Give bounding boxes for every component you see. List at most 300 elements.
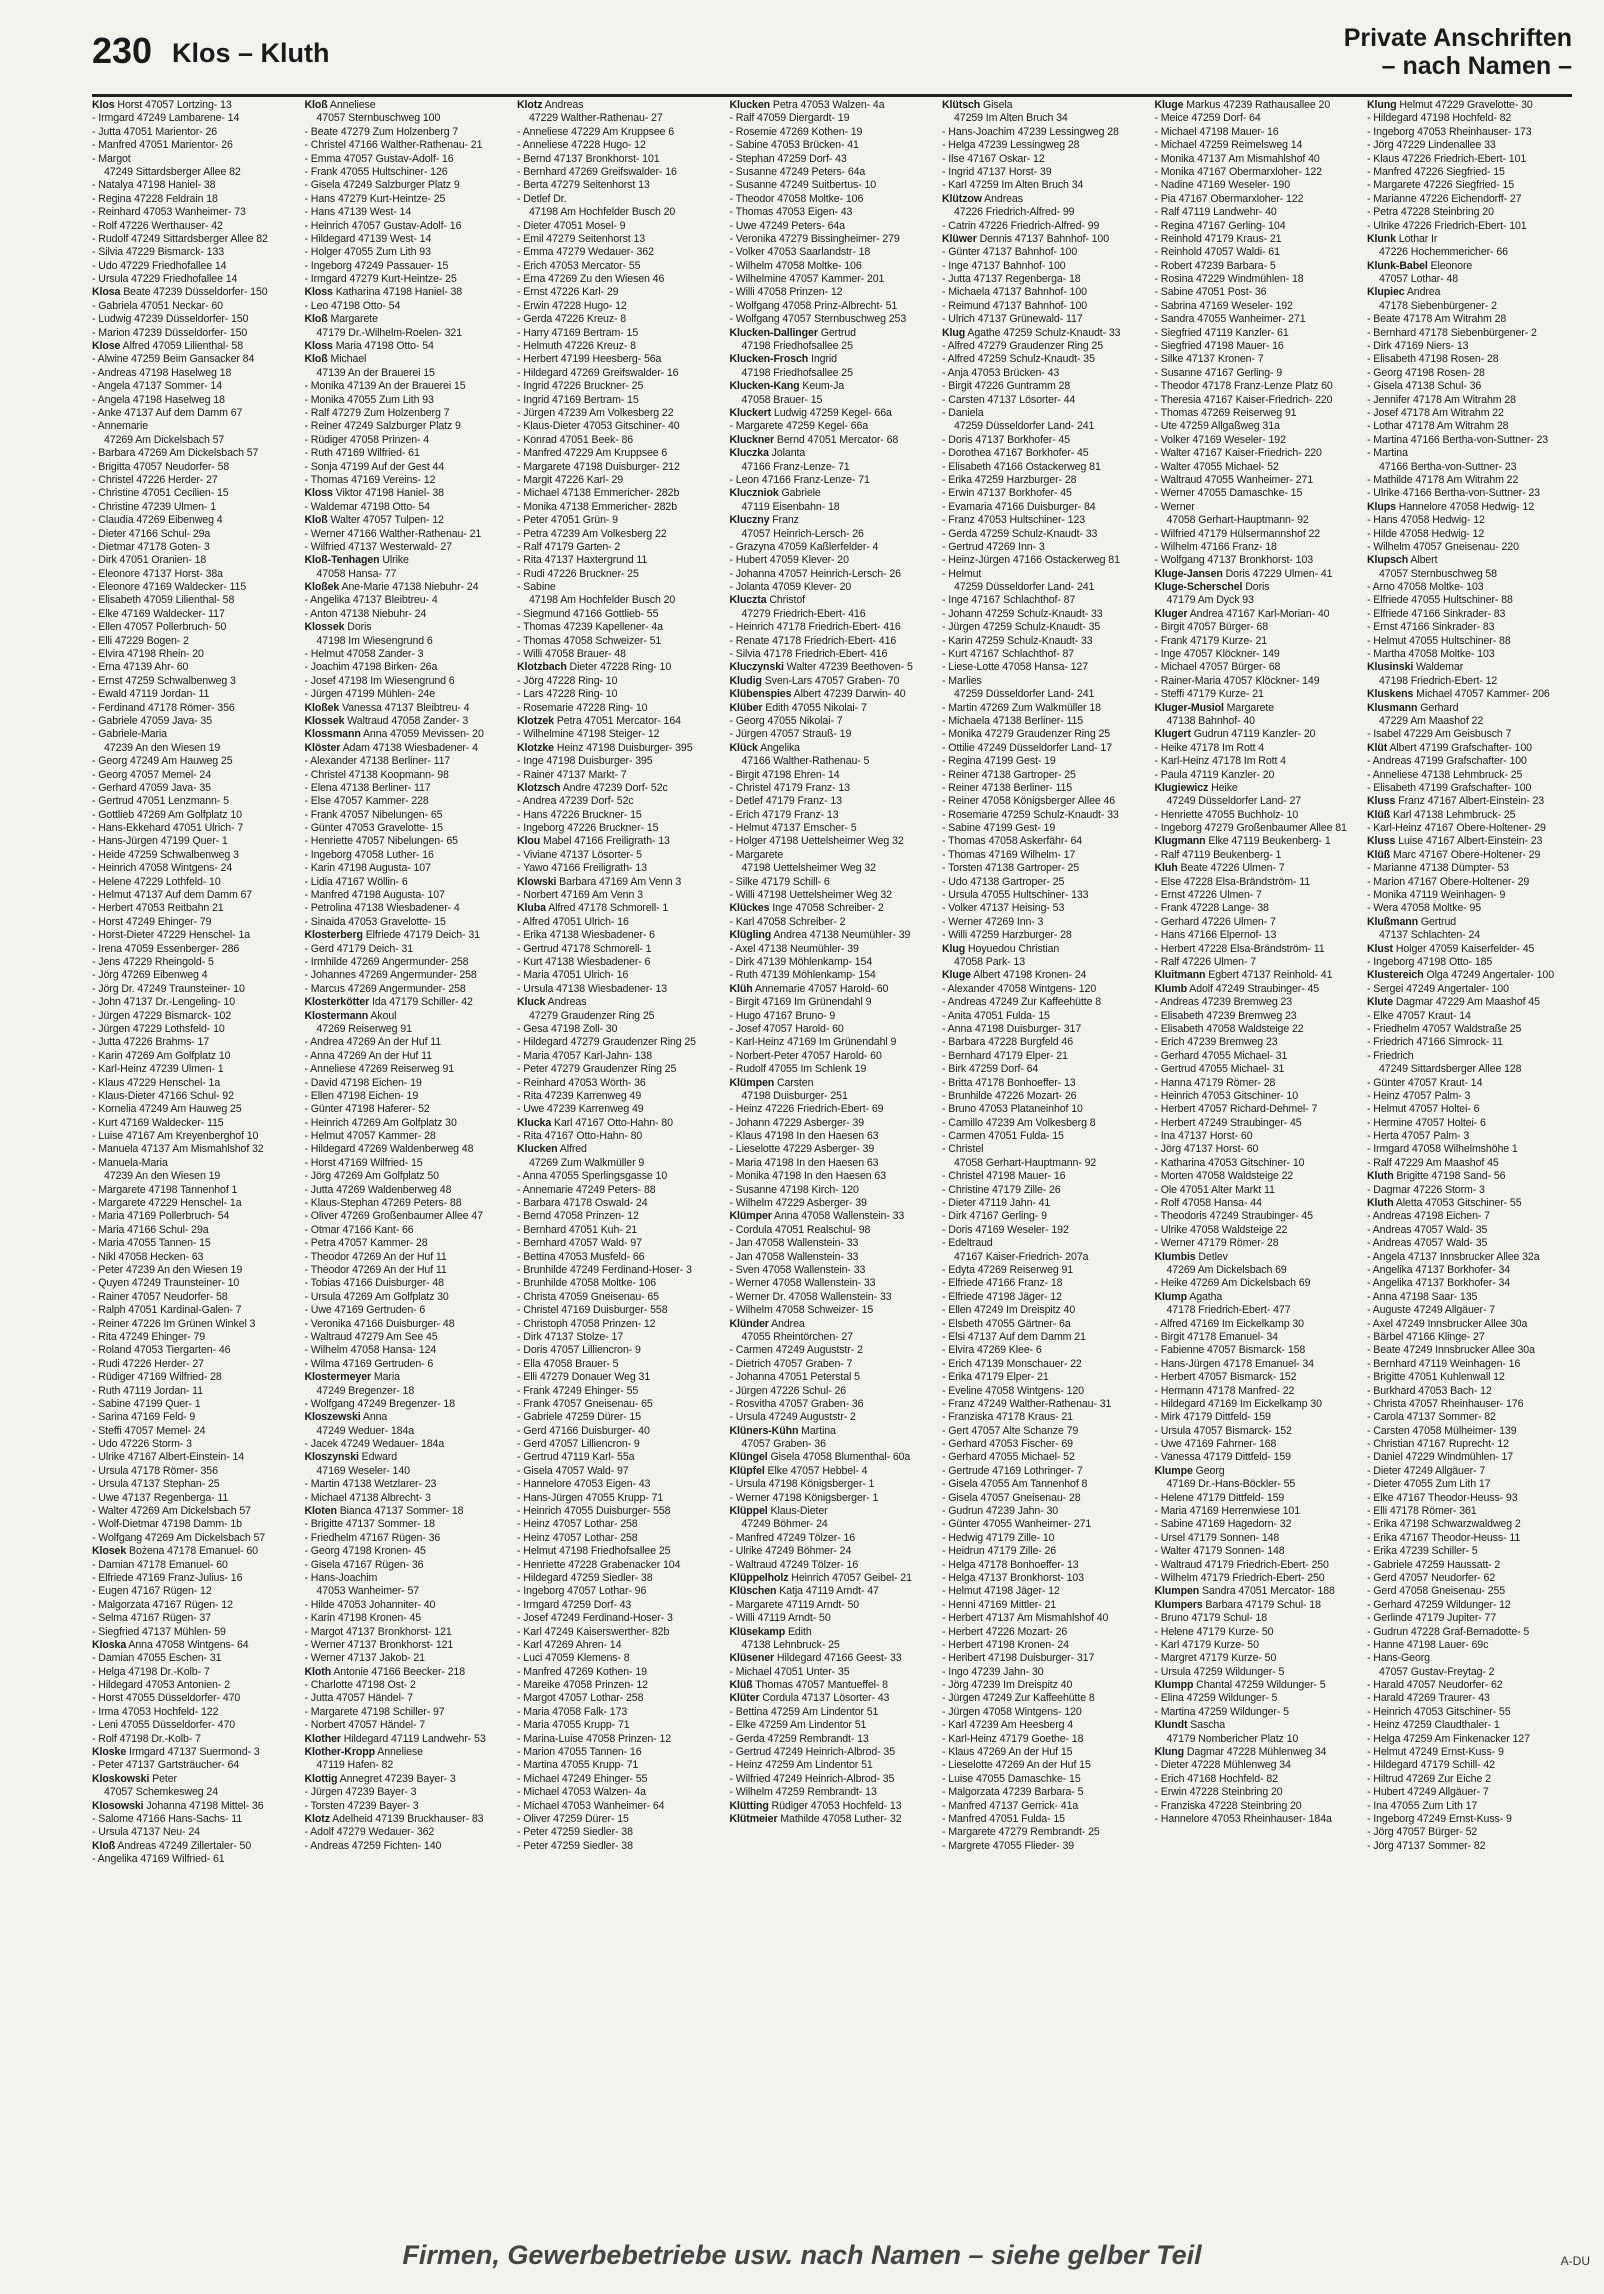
listing-entry: Klostermann Akoul xyxy=(304,1009,397,1022)
listing-entry: - Gerlinde 47179 Jupiter- 77 xyxy=(1367,1612,1497,1625)
listing-entry: - Maria 47166 Schul- 29a xyxy=(92,1223,209,1236)
listing-entry: - Maria 47198 In den Haesen 63 xyxy=(729,1156,879,1169)
listing-entry: - Dieter 47051 Mosel- 9 xyxy=(517,219,626,232)
listing-entry: 47249 Sittardsberger Allee 82 xyxy=(104,165,241,178)
listing-entry: - Martina 47166 Bertha-von-Suttner- 23 xyxy=(1367,433,1549,446)
listing-entry: - Martha 47058 Moltke- 103 xyxy=(1367,648,1495,661)
listing-entry: - Michael 47138 Emmericher- 282b xyxy=(517,487,680,500)
listing-entry: - Bärbel 47166 Klinge- 27 xyxy=(1367,1330,1485,1343)
listing-entry: - Johanna 47057 Heinrich-Lersch- 26 xyxy=(729,567,901,580)
listing-entry: - Karl-Heinz 47169 Im Grünendahl 9 xyxy=(729,1036,897,1049)
listing-entry: - Helga 47259 Am Finkenacker 127 xyxy=(1367,1732,1530,1745)
listing-entry: - Berta 47279 Seitenhorst 13 xyxy=(517,179,650,192)
listing-entry: - Salome 47166 Hans-Sachs- 11 xyxy=(92,1813,243,1825)
listing-entry: - Carsten 47137 Lösorter- 44 xyxy=(942,393,1076,406)
listing-entry: - Luci 47059 Klemens- 8 xyxy=(517,1652,630,1665)
listing-entry: - Elsbeth 47055 Gärtner- 6a xyxy=(942,1317,1071,1330)
listing-entry: - Johannes 47269 Angermunder- 258 xyxy=(304,969,477,982)
listing-entry: - Regina 47228 Feldrain 18 xyxy=(92,192,218,205)
listing-entry: - Marion 47239 Düsseldorfer- 150 xyxy=(92,326,248,339)
listing-entry: - Barbara 47269 Am Dickelsbach 57 xyxy=(92,447,259,460)
listing-entry: Kloß Anneliese xyxy=(304,99,376,111)
listing-entry: - Wolfgang 47269 Am Dickelsbach 57 xyxy=(92,1531,266,1544)
listing-entry: - Ursula 47138 Wiesbadener- 13 xyxy=(517,982,668,995)
surname-headword: Klüß xyxy=(1367,808,1391,821)
listing-entry: - Jörg 47137 Sommer- 82 xyxy=(1367,1839,1486,1852)
listing-entry: - Ellen 47198 Eichen- 19 xyxy=(304,1089,419,1102)
listing-entry: - Gertrude 47169 Lothringer- 7 xyxy=(942,1464,1083,1477)
listing-entry: - Susanne 47198 Kirch- 120 xyxy=(729,1183,859,1196)
header-rule xyxy=(92,94,1572,97)
listing-entry: - Maria 47055 Krupp- 71 xyxy=(517,1719,630,1732)
listing-entry: Klumpe Georg xyxy=(1154,1464,1225,1477)
listing-entry: - Otmar 47166 Kant- 66 xyxy=(304,1223,414,1236)
listing-entry: Kluss Franz 47167 Albert-Einstein- 23 xyxy=(1367,795,1545,808)
listing-entry: - Marion 47055 Tannen- 16 xyxy=(517,1746,642,1759)
listing-entry: - Michaela 47138 Berliner- 115 xyxy=(942,714,1084,727)
listing-entry: - Henni 47169 Mittler- 21 xyxy=(942,1598,1057,1611)
surname-headword: Kloß xyxy=(92,1839,116,1852)
listing-entry: Klotzbach Dieter 47228 Ring- 10 xyxy=(517,661,672,674)
listing-entry: - Sabine 47169 Hagedorn- 32 xyxy=(1154,1518,1292,1531)
surname-headword: Klups xyxy=(1367,500,1396,513)
surname-headword: Kluge xyxy=(1154,99,1184,111)
listing-entry: - Hildegard 47053 Antonien- 2 xyxy=(92,1679,230,1692)
listing-entry: - Wolfgang 47057 Sternbuschweg 253 xyxy=(729,313,907,326)
listing-entry: - Werner xyxy=(1154,500,1195,513)
listing-entry: - Ulrich 47137 Grünewald- 117 xyxy=(942,313,1083,326)
listing-entry: - Christel 47169 Duisburger- 558 xyxy=(517,1304,668,1317)
listing-entry: - Elina 47259 Wildunger- 5 xyxy=(1154,1692,1278,1705)
listing-entry: - Beate 47178 Am Witrahm 28 xyxy=(1367,313,1507,326)
listing-entry: - Jörg 47229 Lindenallee 33 xyxy=(1367,139,1496,152)
listing-entry: Klugmann Elke 47119 Beukenberg- 1 xyxy=(1154,835,1331,848)
listing-entry: - Franziska 47228 Steinbring 20 xyxy=(1154,1799,1302,1812)
listing-entry: - Gerhard 47226 Ulmen- 7 xyxy=(1154,915,1276,928)
listing-entry: - Klaus 47198 In den Haesen 63 xyxy=(729,1130,879,1143)
listing-entry: - Christine 47179 Zille- 26 xyxy=(942,1183,1061,1196)
surname-headword: Klüners-Kühn xyxy=(729,1424,799,1437)
listing-entry: - Karl 47179 Kurze- 50 xyxy=(1154,1638,1259,1651)
listing-entry: - Rüdiger 47169 Wilfried- 28 xyxy=(92,1371,222,1384)
listing-entry: - Margarete 47259 Kegel- 66a xyxy=(729,420,869,433)
listing-entry: Klützow Andreas xyxy=(942,192,1023,205)
listing-entry: - Bernd 47058 Prinzen- 12 xyxy=(517,1210,639,1223)
listing-entry: Klossek Doris xyxy=(304,621,372,634)
listing-entry: - Ingrid 47226 Bruckner- 25 xyxy=(517,380,644,393)
listing-entry: - Norbert-Peter 47057 Harold- 60 xyxy=(729,1049,882,1062)
listing-entry: - Anna 47269 An der Huf 11 xyxy=(304,1049,432,1062)
listing-entry: - Ursula 47249 Auguststr- 2 xyxy=(729,1411,856,1424)
listing-entry: 47057 Heinrich-Lersch- 26 xyxy=(741,527,864,540)
listing-entry: - Eleonore 47169 Waldecker- 115 xyxy=(92,581,247,594)
surname-headword: Klugiewicz xyxy=(1154,781,1209,794)
listing-entry: - Michael 47138 Albrecht- 3 xyxy=(304,1491,431,1504)
surname-headword: Klützow xyxy=(942,192,982,205)
surname-headword: Klusmann xyxy=(1367,701,1418,714)
listing-entry: - Gabriele-Maria xyxy=(92,728,167,741)
surname-headword: Kloß xyxy=(304,353,328,366)
listing-entry: Klosek Bożena 47178 Emanuel- 60 xyxy=(92,1545,258,1558)
listing-entry: - Cordula 47051 Realschul- 98 xyxy=(729,1223,871,1236)
listing-entry: - Heinrich 47053 Gitschiner- 55 xyxy=(1367,1705,1511,1718)
surname-headword: Klumpp xyxy=(1154,1679,1194,1692)
listing-entry: - Monika 47279 Graudenzer Ring 25 xyxy=(942,728,1111,741)
listing-entry: - Christian 47167 Ruprecht- 12 xyxy=(1367,1438,1509,1451)
listing-entry: - Britta 47178 Bonhoeffer- 13 xyxy=(942,1076,1076,1089)
listing-entry: Kluba Alfred 47178 Schmorell- 1 xyxy=(517,902,669,915)
listing-entry: - Birk 47259 Dorf- 64 xyxy=(942,1063,1039,1076)
listing-entry: - Theodor 47058 Moltke- 106 xyxy=(729,192,864,205)
listing-entry: - Herbert 47053 Reitbahn 21 xyxy=(92,902,224,915)
listing-entry: 47269 Zum Walkmüller 9 xyxy=(529,1156,645,1169)
listing-entry: - Franziska 47178 Kraus- 21 xyxy=(942,1411,1073,1424)
listing-entry: - Ute 47259 Allgaßweg 31a xyxy=(1154,420,1280,433)
listing-entry: - Werner 47055 Damaschke- 15 xyxy=(1154,487,1303,500)
listing-entry: 47239 An den Wiesen 19 xyxy=(104,741,221,754)
listing-entry: - Inge 47057 Klöckner- 149 xyxy=(1154,648,1280,661)
listing-entry: - Erika 47239 Schiller- 5 xyxy=(1367,1545,1478,1558)
listing-entry: Klugiewicz Heike xyxy=(1154,781,1238,794)
listing-entry: - Morten 47058 Waldsteige 22 xyxy=(1154,1170,1294,1183)
listing-entry: - Josef 47057 Harold- 60 xyxy=(729,1022,844,1035)
listing-entry: - Jörg 47269 Am Golfplatz 50 xyxy=(304,1170,439,1183)
listing-entry: - Wilhelm 47058 Hansa- 124 xyxy=(304,1344,437,1357)
listing-entry: - Damian 47055 Eschen- 31 xyxy=(92,1652,222,1665)
listing-entry: - Herbert 47228 Elsa-Brändström- 11 xyxy=(1154,942,1325,955)
listing-entry: - Erika 47259 Harzburger- 28 xyxy=(942,473,1077,486)
surname-headword: Klucken xyxy=(729,99,771,111)
listing-entry: - Hannelore 47053 Rheinhauser- 184a xyxy=(1154,1813,1332,1825)
listing-entry: 47198 Im Wiesengrund 6 xyxy=(316,634,433,647)
listing-entry: Kluth Aletta 47053 Gitschiner- 55 xyxy=(1367,1197,1522,1210)
listing-entry: - Brunhilde 47249 Ferdinand-Hoser- 3 xyxy=(517,1263,692,1276)
surname-headword: Kluge xyxy=(942,969,971,982)
listing-entry: - Günter 47055 Wanheimer- 271 xyxy=(942,1518,1092,1531)
listing-entry: - Helga 47178 Bonhoeffer- 13 xyxy=(942,1558,1079,1571)
listing-entry: - Manfred 47226 Siegfried- 15 xyxy=(1367,165,1505,178)
listing-entry: - Helmut 47058 Zander- 3 xyxy=(304,648,424,661)
listing-entry: - Anna 47198 Saar- 135 xyxy=(1367,1290,1478,1303)
listing-entry: Klümpen Carsten xyxy=(729,1076,814,1089)
listing-entry: - Eugen 47167 Rügen- 12 xyxy=(92,1585,212,1598)
listing-entry: - Elke 47167 Theodor-Heuss- 93 xyxy=(1367,1491,1518,1504)
listing-entry: - Gisela 47055 Am Tannenhof 8 xyxy=(942,1478,1088,1491)
listing-entry: - Horst 47055 Düsseldorfer- 470 xyxy=(92,1692,241,1705)
listing-column-1 xyxy=(92,99,300,2224)
listing-entry: Klüß Thomas 47057 Mantueffel- 8 xyxy=(729,1679,888,1692)
listing-entry: - Leni 47055 Düsseldorfer- 470 xyxy=(92,1719,236,1732)
listing-entry: Klostermeyer Maria xyxy=(304,1371,400,1384)
listing-entry: - Margarete 47198 Tannenhof 1 xyxy=(92,1183,238,1196)
listing-entry: - Bruno 47053 Plataneinhof 10 xyxy=(942,1103,1083,1116)
listing-entry: Kluitmann Egbert 47137 Reinhold- 41 xyxy=(1154,969,1333,982)
listing-entry: - Peter 47259 Siedler- 38 xyxy=(517,1826,633,1839)
listing-entry: - Helmut 47198 Jäger- 12 xyxy=(942,1585,1060,1598)
listing-entry: - Theodor 47269 An der Huf 11 xyxy=(304,1250,447,1263)
surname-headword: Klotz xyxy=(517,99,543,111)
listing-entry: - Jürgen 47229 Bismarck- 102 xyxy=(92,1009,232,1022)
listing-entry: - Reinhard 47053 Wanheimer- 73 xyxy=(92,206,246,219)
listing-entry: 47226 Friedrich-Alfred- 99 xyxy=(954,206,1075,219)
listing-entry: 47249 Sittardsberger Allee 128 xyxy=(1379,1063,1522,1076)
listing-entry: Klother-Kropp Anneliese xyxy=(304,1746,423,1759)
surname-headword: Kloth xyxy=(304,1665,332,1678)
listing-entry: 47053 Wanheimer- 57 xyxy=(316,1585,420,1598)
listing-entry: - Sabine 47199 Gest- 19 xyxy=(942,822,1056,835)
listing-entry: - Heike 47178 Im Rott 4 xyxy=(1154,741,1265,754)
listing-entry: - Heike 47269 Am Dickelsbach 69 xyxy=(1154,1277,1311,1290)
surname-headword: Kloßek xyxy=(304,701,340,714)
listing-entry: - Sabine 47199 Quer- 1 xyxy=(92,1397,201,1410)
surname-headword: Klüschen xyxy=(729,1585,777,1598)
listing-entry: - Elfriede 47055 Hultschiner- 88 xyxy=(1367,594,1513,607)
listing-entry: Kloß Margarete xyxy=(304,313,378,326)
listing-entry: - Dieter 47119 Jahn- 41 xyxy=(942,1197,1051,1210)
listing-entry: - Margot 47057 Lothar- 258 xyxy=(517,1692,644,1705)
listing-entry: Klups Hannelore 47058 Hedwig- 12 xyxy=(1367,500,1534,513)
listing-entry: Klüt Albert 47199 Grafschafter- 100 xyxy=(1367,741,1532,754)
surname-headword: Klüpfel xyxy=(729,1464,765,1477)
listing-entry: - Wilhelm 47058 Moltke- 106 xyxy=(729,259,862,272)
listing-entry: Kloß-Tenhagen Ulrike xyxy=(304,554,409,567)
listing-entry: - Gudrun 47228 Graf-Bernadotte- 5 xyxy=(1367,1625,1530,1638)
listing-entry: - Alwine 47259 Beim Gansacker 84 xyxy=(92,353,255,366)
listing-entry: Kluge Markus 47239 Rathausallee 20 xyxy=(1154,99,1331,111)
listing-entry: - Irma 47053 Hochfeld- 122 xyxy=(92,1705,219,1718)
surname-headword: Klosowski xyxy=(92,1799,144,1812)
listing-entry: 47139 An der Brauerei 15 xyxy=(316,366,435,379)
listing-entry: - Ralf 47119 Beukenberg- 1 xyxy=(1154,848,1282,861)
listing-entry: - Marianne 47138 Dümpter- 53 xyxy=(1367,862,1510,875)
listing-entry: 47239 An den Wiesen 19 xyxy=(104,1170,221,1183)
listing-entry: - Reinhold 47057 Waldi- 61 xyxy=(1154,246,1280,259)
listing-entry: - Ernst 47166 Sinkrader- 83 xyxy=(1367,621,1495,634)
listing-entry: - Gerda 47259 Rembrandt- 13 xyxy=(729,1732,869,1745)
listing-entry: - Sabine 47051 Post- 36 xyxy=(1154,286,1267,299)
listing-entry: - Helga 47137 Bronkhorst- 103 xyxy=(942,1571,1084,1584)
listing-entry: - Konrad 47051 Beek- 86 xyxy=(517,433,634,446)
listing-entry: 47179 Dr.-Wilhelm-Roelen- 321 xyxy=(316,326,462,339)
listing-entry: Klüners-Kühn Martina xyxy=(729,1424,836,1437)
listing-entry: - Nadine 47169 Weseler- 190 xyxy=(1154,179,1290,192)
listing-entry: - Josef 47249 Ferdinand-Hoser- 3 xyxy=(517,1612,673,1625)
listing-entry: - Jörg 47269 Eibenweg 4 xyxy=(92,969,208,982)
listing-entry: - Wilhelm 47058 Schweizer- 15 xyxy=(729,1304,874,1317)
listing-entry: - Silvia 47229 Bismarck- 133 xyxy=(92,246,225,259)
listing-entry: - Günter 47137 Bahnhof- 100 xyxy=(942,246,1078,259)
listing-entry: - Hildegard 47179 Schill- 42 xyxy=(1367,1759,1495,1772)
listing-entry: Klümper Anna 47058 Wallenstein- 33 xyxy=(729,1210,905,1223)
listing-entry: - Wilfried 47137 Westerwald- 27 xyxy=(304,540,452,553)
listing-entry: Klotz Adelheid 47139 Bruckhauser- 83 xyxy=(304,1813,484,1825)
listing-entry: - Inge 47167 Schlachthof- 87 xyxy=(942,594,1076,607)
listing-entry: - Sarina 47169 Feld- 9 xyxy=(92,1411,196,1424)
listing-entry: - Elke 47169 Waldecker- 117 xyxy=(92,607,225,620)
surname-headword: Klustereich xyxy=(1367,969,1424,982)
listing-entry: Klucken-Dallinger Gertrud xyxy=(729,326,856,339)
page-header xyxy=(92,24,1572,96)
listing-entry: Klusmann Gerhard xyxy=(1367,701,1459,714)
listing-entry: Klosowski Johanna 47198 Mittel- 36 xyxy=(92,1799,264,1812)
listing-entry: 47057 Gustav-Freytag- 2 xyxy=(1379,1665,1495,1678)
listing-entry: - Daniel 47229 Windmühlen- 17 xyxy=(1367,1451,1514,1464)
surname-headword: Klünder xyxy=(729,1317,769,1330)
listing-entry: Klucka Karl 47167 Otto-Hahn- 80 xyxy=(517,1116,673,1129)
listing-entry: - Josef 47198 Im Wiesengrund 6 xyxy=(304,674,455,687)
listing-entry: - Sabrina 47169 Weseler- 192 xyxy=(1154,299,1293,312)
listing-entry: - Jörg Dr. 47249 Traunsteiner- 10 xyxy=(92,982,245,995)
listing-entry: Klung Helmut 47229 Gravelotte- 30 xyxy=(1367,99,1533,111)
listing-entry: - Helmut 47055 Hultschiner- 88 xyxy=(1367,634,1511,647)
listing-entry: - Catrin 47226 Friedrich-Alfred- 99 xyxy=(942,219,1100,232)
listing-entry: - Wolfgang 47137 Bronkhorst- 103 xyxy=(1154,554,1314,567)
listing-entry: - Jürgen 47239 Bayer- 3 xyxy=(304,1786,417,1799)
listing-entry: - Erwin 47228 Hugo- 12 xyxy=(517,299,627,312)
listing-entry: - Gisela 47138 Schul- 36 xyxy=(1367,380,1482,393)
listing-entry: - Gerd 47179 Deich- 31 xyxy=(304,942,414,955)
listing-entry: - Jutta 47269 Waldenberweg 48 xyxy=(304,1183,452,1196)
listing-entry: - Edeltraud xyxy=(942,1237,993,1250)
listing-entry: 47137 Schlachten- 24 xyxy=(1379,929,1481,942)
listing-entry: - Karl 47058 Schreiber- 2 xyxy=(729,915,846,928)
listing-entry: - Sergei 47249 Angertaler- 100 xyxy=(1367,982,1509,995)
listing-entry: - Wilma 47169 Gertruden- 6 xyxy=(304,1357,434,1370)
listing-entry: - Erika 47167 Theodor-Heuss- 11 xyxy=(1367,1531,1521,1544)
listing-entry: - Charlotte 47198 Ost- 2 xyxy=(304,1679,416,1692)
listing-entry: - Gisela 47249 Salzburger Platz 9 xyxy=(304,179,460,192)
listing-entry: 47138 Bahnhof- 40 xyxy=(1166,714,1255,727)
listing-entry: - Reiner 47138 Gartroper- 25 xyxy=(942,768,1076,781)
listing-entry: - Franz 47053 Hultschiner- 123 xyxy=(942,514,1086,527)
listing-entry: - Wilfried 47179 Hülsermannshof 22 xyxy=(1154,527,1321,540)
listing-entry: - Georg 47055 Nikolai- 7 xyxy=(729,714,843,727)
listing-entry: - Wolfgang 47058 Prinz-Albrecht- 51 xyxy=(729,299,898,312)
listing-entry: - Herbert 47249 Straubinger- 45 xyxy=(1154,1116,1302,1129)
surname-headword: Kloß xyxy=(304,313,328,326)
listing-entry: 47057 Lothar- 48 xyxy=(1379,273,1459,286)
listing-entry: - Ingeborg 47198 Otto- 185 xyxy=(1367,956,1493,968)
listing-entry: 47057 Graben- 36 xyxy=(741,1438,826,1451)
listing-entry: 47229 Walther-Rathenau- 27 xyxy=(529,112,663,125)
listing-entry: Klosa Beate 47239 Düsseldorfer- 150 xyxy=(92,286,268,299)
listing-entry: - Birgit 47198 Ehren- 14 xyxy=(729,768,840,781)
surname-headword: Klumpe xyxy=(1154,1464,1193,1477)
listing-entry: Klotzek Petra 47051 Mercator- 164 xyxy=(517,714,681,727)
listing-entry: - Ursula 47229 Friedhofallee 14 xyxy=(92,273,238,286)
listing-entry: - Erna 47269 Zu den Wiesen 46 xyxy=(517,273,665,286)
surname-headword: Klüß xyxy=(729,1679,753,1692)
listing-entry: - Helene 47179 Dittfeld- 159 xyxy=(1154,1491,1285,1504)
listing-entry: - Helmuth 47226 Kreuz- 8 xyxy=(517,340,636,353)
listing-entry: - Elli 47178 Römer- 361 xyxy=(1367,1505,1477,1518)
listing-entry: - Margot 47137 Bronkhorst- 121 xyxy=(304,1625,452,1638)
listing-entry: - Daniela xyxy=(942,406,984,419)
listing-entry: - Reiner 47226 Im Grünen Winkel 3 xyxy=(92,1317,256,1330)
listing-entry: - Kurt 47138 Wiesbadener- 6 xyxy=(517,956,651,968)
listing-entry: Klowski Barbara 47169 Am Venn 3 xyxy=(517,875,682,888)
listing-entry: - Lothar 47178 Am Witrahm 28 xyxy=(1367,420,1509,433)
listing-entry: - Elfriede 47166 Sinkrader- 83 xyxy=(1367,607,1506,620)
listing-entry: - Alfred 47051 Ulrich- 16 xyxy=(517,915,629,928)
listing-entry: - Angelika 47137 Borkhofer- 34 xyxy=(1367,1263,1511,1276)
listing-entry: - Annemarie xyxy=(92,420,149,433)
listing-entry: - Hans-Ekkehard 47051 Ulrich- 7 xyxy=(92,822,244,835)
listing-entry: Kloske Irmgard 47137 Suermond- 3 xyxy=(92,1746,260,1759)
listing-entry: - Frank 47057 Gneisenau- 65 xyxy=(517,1397,653,1410)
listing-entry: - Gertrud 47269 Inn- 3 xyxy=(942,540,1045,553)
listing-entry: 47169 Weseler- 140 xyxy=(316,1464,410,1477)
listing-entry: - Isabel 47229 Am Geisbusch 7 xyxy=(1367,728,1512,741)
listing-entry: - Viviane 47137 Lösorter- 5 xyxy=(517,848,642,861)
surname-headword: Klüsekamp xyxy=(729,1625,786,1638)
listing-entry: - Gerd 47058 Gneisenau- 255 xyxy=(1367,1585,1506,1598)
listing-entry: - Doris 47137 Borkhofer- 45 xyxy=(942,433,1071,446)
listing-entry: - Bernhard 47051 Kuh- 21 xyxy=(517,1223,638,1236)
listing-entry: - Margarete 47119 Arndt- 50 xyxy=(729,1598,860,1611)
listing-entry: - Arno 47058 Moltke- 103 xyxy=(1367,581,1484,594)
listing-entry: - Torsten 47138 Gartroper- 25 xyxy=(942,862,1080,875)
listing-entry: - Dietrich 47057 Graben- 7 xyxy=(729,1357,853,1370)
listing-entry: - Heinrich 47058 Wintgens- 24 xyxy=(92,862,233,875)
listing-entry: Kluger Andrea 47167 Karl-Morian- 40 xyxy=(1154,607,1330,620)
listing-entry: - Birgit 47169 Im Grünendahl 9 xyxy=(729,996,872,1009)
listing-entry: - Herbert 47198 Kronen- 24 xyxy=(942,1638,1069,1651)
surname-headword: Kloss xyxy=(304,286,333,299)
listing-entry: - Hanne 47198 Lauer- 69c xyxy=(1367,1638,1489,1651)
listing-entry: - Herbert 47057 Bismarck- 152 xyxy=(1154,1371,1297,1384)
listing-entry: 47269 Am Dickelsbach 57 xyxy=(104,433,225,446)
listing-entry: Kluth Brigitte 47198 Sand- 56 xyxy=(1367,1170,1506,1183)
listing-entry: - Peter 47259 Siedler- 38 xyxy=(517,1839,633,1852)
listing-entry: - Petrolina 47138 Wiesbadener- 4 xyxy=(304,902,460,915)
listing-entry: Klügling Andrea 47138 Neumühler- 39 xyxy=(729,929,911,942)
listing-entry: - Theodor 47269 An der Huf 11 xyxy=(304,1263,447,1276)
surname-headword: Kluh xyxy=(1154,862,1178,875)
surname-headword: Klupiec xyxy=(1367,286,1405,299)
listing-entry: Kluckert Ludwig 47259 Kegel- 66a xyxy=(729,406,892,419)
listing-entry: - Günter 47053 Gravelotte- 15 xyxy=(304,822,443,835)
listing-entry: - Martin 47269 Zum Walkmüller 18 xyxy=(942,701,1101,714)
surname-headword: Kluger-Musiol xyxy=(1154,701,1224,714)
listing-entry: - Marina-Luise 47058 Prinzen- 12 xyxy=(517,1732,672,1745)
listing-entry: - Friedrich xyxy=(1367,1049,1414,1062)
listing-entry: - Regina 47167 Gerling- 104 xyxy=(1154,219,1286,232)
listing-entry: Klüpfel Elke 47057 Hebbel- 4 xyxy=(729,1464,868,1477)
listing-entry: - Jürgen 47239 Am Volkesberg 22 xyxy=(517,406,674,419)
listing-entry: - Jürgen 47057 Strauß- 19 xyxy=(729,728,852,741)
listing-entry: - Gabriele 47259 Dürer- 15 xyxy=(517,1411,642,1424)
listing-entry: - Uwe 47239 Karrenweg 49 xyxy=(517,1103,644,1116)
listing-entry: - Ulrike 47166 Bertha-von-Suttner- 23 xyxy=(1367,487,1540,500)
listing-entry: 47269 Am Dickelsbach 69 xyxy=(1166,1263,1287,1276)
listing-entry: - Jürgen 47058 Wintgens- 120 xyxy=(942,1705,1082,1718)
surname-headword: Kluger xyxy=(1154,607,1188,620)
listing-entry: Klumb Adolf 47249 Straubinger- 45 xyxy=(1154,982,1320,995)
listing-entry: - Birgit 47057 Bürger- 68 xyxy=(1154,621,1269,634)
surname-headword: Klucken-Frosch xyxy=(729,353,809,366)
listing-entry: Kloß Michael xyxy=(304,353,367,366)
listing-entry: 47166 Walther-Rathenau- 5 xyxy=(741,755,870,768)
surname-headword: Kloss xyxy=(304,340,333,353)
listing-entry: - Hans-Georg xyxy=(1367,1652,1430,1665)
listing-entry: - Elvira 47198 Rhein- 20 xyxy=(92,648,204,661)
listing-entry: - Petra 47057 Kammer- 28 xyxy=(304,1237,428,1250)
listing-entry: - Emma 47057 Gustav-Adolf- 16 xyxy=(304,152,454,165)
listing-entry: - Fabienne 47057 Bismarck- 158 xyxy=(1154,1344,1306,1357)
surname-headword: Klust xyxy=(1367,942,1393,955)
listing-entry: - Ellen 47249 Im Dreispitz 40 xyxy=(942,1304,1076,1317)
